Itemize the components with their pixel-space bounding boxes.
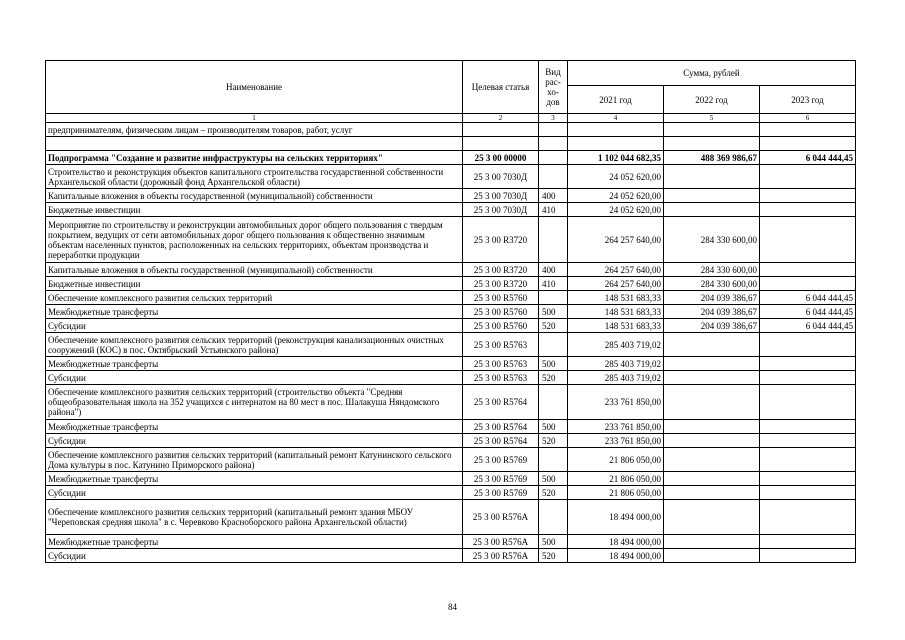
table-row <box>46 319 856 333</box>
row-expense-type <box>539 151 568 165</box>
row-sum-2021: 264 257 640,00 <box>568 263 664 277</box>
row-expense-type <box>539 448 568 472</box>
row-sum-2023 <box>760 203 856 217</box>
row-sum-2023 <box>760 189 856 203</box>
row-sum-2021: 24 052 620,00 <box>568 189 664 203</box>
row-name: Межбюджетные трансферты <box>46 535 463 549</box>
row-expense-type <box>539 137 568 151</box>
row-sum-2021: 285 403 719,02 <box>568 371 664 385</box>
row-expense-type: 410 <box>539 203 568 217</box>
row-sum-2022: 284 330 600,00 <box>664 263 760 277</box>
table-row <box>46 123 856 137</box>
row-name: Субсидии <box>46 486 463 500</box>
row-sum-2022 <box>664 472 760 486</box>
row-sum-2023 <box>760 385 856 420</box>
row-name: Капитальные вложения в объекты государственной (муниципальной) собственности <box>46 263 463 277</box>
table-body <box>46 123 856 563</box>
column-number: 4 <box>568 114 664 123</box>
header-expense-type: Вид рас-хо-дов <box>539 61 568 114</box>
table-row <box>46 385 856 420</box>
row-sum-2022 <box>664 535 760 549</box>
header-year-2021: 2021 год <box>568 86 664 114</box>
row-name: предпринимателям, физическим лицам – производителям товаров, работ, услуг <box>46 123 463 137</box>
row-sum-2023 <box>760 165 856 189</box>
row-name: Межбюджетные трансферты <box>46 472 463 486</box>
row-sum-2021: 233 761 850,00 <box>568 385 664 420</box>
row-expense-type: 520 <box>539 549 568 563</box>
row-expense-type: 520 <box>539 371 568 385</box>
row-sum-2023 <box>760 371 856 385</box>
row-expense-type: 400 <box>539 189 568 203</box>
row-expense-type: 500 <box>539 420 568 434</box>
row-target-article: 25 3 00 R3720 <box>463 277 539 291</box>
row-sum-2023: 6 044 444,45 <box>760 305 856 319</box>
row-sum-2022 <box>664 137 760 151</box>
row-target-article: 25 3 00 7030Д <box>463 203 539 217</box>
column-number: 6 <box>760 114 856 123</box>
row-sum-2022 <box>664 203 760 217</box>
row-target-article: 25 3 00 R3720 <box>463 217 539 263</box>
header-name: Наименование <box>46 61 463 114</box>
row-sum-2023: 6 044 444,45 <box>760 319 856 333</box>
row-name: Обеспечение комплексного развития сельских территорий (капитальный ремонт здания МБОУ "Череповская средняя школа" в с. Черевково Красноборского района Архангельской области) <box>46 500 463 535</box>
row-sum-2023 <box>760 357 856 371</box>
row-sum-2021: 18 494 000,00 <box>568 535 664 549</box>
row-sum-2021: 148 531 683,33 <box>568 319 664 333</box>
table-row <box>46 357 856 371</box>
table-row <box>46 263 856 277</box>
row-name: Межбюджетные трансферты <box>46 305 463 319</box>
table-row <box>46 371 856 385</box>
row-name: Подпрограмма "Создание и развитие инфраструктуры на сельских территориях" <box>46 151 463 165</box>
row-sum-2022: 284 330 600,00 <box>664 217 760 263</box>
table-row <box>46 448 856 472</box>
row-sum-2021: 18 494 000,00 <box>568 549 664 563</box>
row-sum-2022 <box>664 357 760 371</box>
row-sum-2021: 21 806 050,00 <box>568 486 664 500</box>
row-sum-2022 <box>664 420 760 434</box>
row-sum-2023 <box>760 486 856 500</box>
row-sum-2022 <box>664 123 760 137</box>
row-expense-type <box>539 500 568 535</box>
row-target-article: 25 3 00 R576A <box>463 535 539 549</box>
table-row <box>46 500 856 535</box>
row-expense-type: 410 <box>539 277 568 291</box>
row-name: Строительство и реконструкция объектов капитального строительства государственной собственности Архангельской области (дорожный фонд Архангельской области) <box>46 165 463 189</box>
row-sum-2021: 233 761 850,00 <box>568 420 664 434</box>
row-sum-2022 <box>664 333 760 357</box>
row-sum-2023: 6 044 444,45 <box>760 151 856 165</box>
row-sum-2023 <box>760 472 856 486</box>
table-row <box>46 165 856 189</box>
row-sum-2021: 18 494 000,00 <box>568 500 664 535</box>
row-target-article: 25 3 00 R5760 <box>463 305 539 319</box>
header-year-2023: 2023 год <box>760 86 856 114</box>
row-name: Мероприятие по строительству и реконструкции автомобильных дорог общего пользования с твердым покрытием, ведущих от сети автомобильных дорог общего пользования к общественно значимым объектам населенных пунктов, расположенных на сельских территориях, объектам производства и переработки продукции <box>46 217 463 263</box>
budget-table-sheet <box>45 60 855 563</box>
row-sum-2021: 264 257 640,00 <box>568 217 664 263</box>
row-sum-2021: 1 102 044 682,35 <box>568 151 664 165</box>
column-number: 3 <box>539 114 568 123</box>
row-target-article: 25 3 00 R576A <box>463 549 539 563</box>
row-name: Субсидии <box>46 371 463 385</box>
column-number: 2 <box>463 114 539 123</box>
row-target-article: 25 3 00 R5764 <box>463 434 539 448</box>
row-expense-type: 500 <box>539 357 568 371</box>
row-target-article: 25 3 00 R5769 <box>463 472 539 486</box>
row-target-article: 25 3 00 R576A <box>463 500 539 535</box>
row-expense-type <box>539 165 568 189</box>
row-name: Субсидии <box>46 434 463 448</box>
row-expense-type <box>539 123 568 137</box>
row-name: Субсидии <box>46 549 463 563</box>
row-sum-2021: 24 052 620,00 <box>568 165 664 189</box>
row-name: Субсидии <box>46 319 463 333</box>
table-row <box>46 535 856 549</box>
row-sum-2021 <box>568 123 664 137</box>
row-target-article <box>463 137 539 151</box>
header-target-article: Целевая статья <box>463 61 539 114</box>
row-sum-2023 <box>760 217 856 263</box>
row-name: Капитальные вложения в объекты государственной (муниципальной) собственности <box>46 189 463 203</box>
row-expense-type: 520 <box>539 319 568 333</box>
row-name <box>46 137 463 151</box>
row-expense-type <box>539 333 568 357</box>
row-sum-2021: 24 052 620,00 <box>568 203 664 217</box>
row-sum-2022 <box>664 500 760 535</box>
row-sum-2022 <box>664 371 760 385</box>
row-target-article: 25 3 00 R5764 <box>463 385 539 420</box>
row-sum-2023 <box>760 434 856 448</box>
row-target-article: 25 3 00 R5763 <box>463 371 539 385</box>
row-expense-type <box>539 385 568 420</box>
row-name: Обеспечение комплексного развития сельских территорий <box>46 291 463 305</box>
row-sum-2021: 233 761 850,00 <box>568 434 664 448</box>
row-sum-2022 <box>664 189 760 203</box>
row-sum-2021: 264 257 640,00 <box>568 277 664 291</box>
row-target-article: 25 3 00 R3720 <box>463 263 539 277</box>
row-target-article: 25 3 00 R5760 <box>463 319 539 333</box>
row-name: Бюджетные инвестиции <box>46 277 463 291</box>
row-sum-2023 <box>760 420 856 434</box>
table-row <box>46 549 856 563</box>
row-sum-2023 <box>760 277 856 291</box>
row-name: Бюджетные инвестиции <box>46 203 463 217</box>
row-sum-2023 <box>760 549 856 563</box>
row-sum-2022 <box>664 549 760 563</box>
header-year-2022: 2022 год <box>664 86 760 114</box>
row-name: Межбюджетные трансферты <box>46 420 463 434</box>
row-expense-type: 520 <box>539 486 568 500</box>
table-row <box>46 137 856 151</box>
row-sum-2022 <box>664 165 760 189</box>
row-target-article: 25 3 00 R5760 <box>463 291 539 305</box>
row-name: Обеспечение комплексного развития сельских территорий (строительство объекта "Средняя общеобразовательная школа на 352 учащихся с интернатом на 80 мест в пос. Шалакуша Няндомского района") <box>46 385 463 420</box>
row-expense-type <box>539 291 568 305</box>
column-number-row <box>46 114 856 123</box>
row-sum-2021: 21 806 050,00 <box>568 448 664 472</box>
header-sum: Сумма, рублей <box>568 61 856 86</box>
row-sum-2021 <box>568 137 664 151</box>
row-sum-2023 <box>760 123 856 137</box>
row-sum-2022: 204 039 386,67 <box>664 305 760 319</box>
row-expense-type <box>539 217 568 263</box>
row-name: Обеспечение комплексного развития сельских территорий (реконструкция канализационных очистных сооружений (КОС) в пос. Октябрьский Устьянского района) <box>46 333 463 357</box>
row-expense-type: 400 <box>539 263 568 277</box>
row-sum-2022: 204 039 386,67 <box>664 291 760 305</box>
table-row <box>46 434 856 448</box>
row-target-article: 25 3 00 R5769 <box>463 486 539 500</box>
row-sum-2021: 285 403 719,02 <box>568 357 664 371</box>
row-sum-2022 <box>664 385 760 420</box>
row-target-article: 25 3 00 R5763 <box>463 357 539 371</box>
row-sum-2023 <box>760 500 856 535</box>
row-target-article <box>463 123 539 137</box>
row-sum-2022: 488 369 986,67 <box>664 151 760 165</box>
table-row <box>46 333 856 357</box>
row-name: Обеспечение комплексного развития сельских территорий (капитальный ремонт Катунинского сельского Дома культуры в пос. Катунино Приморского района) <box>46 448 463 472</box>
row-target-article: 25 3 00 R5769 <box>463 448 539 472</box>
row-sum-2023 <box>760 263 856 277</box>
table-row <box>46 420 856 434</box>
row-name: Межбюджетные трансферты <box>46 357 463 371</box>
table-row <box>46 291 856 305</box>
table-row <box>46 217 856 263</box>
row-sum-2023 <box>760 333 856 357</box>
row-expense-type: 520 <box>539 434 568 448</box>
row-sum-2022 <box>664 448 760 472</box>
table-row <box>46 277 856 291</box>
table-row <box>46 486 856 500</box>
row-target-article: 25 3 00 R5763 <box>463 333 539 357</box>
row-sum-2021: 21 806 050,00 <box>568 472 664 486</box>
row-sum-2021: 148 531 683,33 <box>568 305 664 319</box>
row-target-article: 25 3 00 7030Д <box>463 189 539 203</box>
column-number: 5 <box>664 114 760 123</box>
row-sum-2022: 284 330 600,00 <box>664 277 760 291</box>
row-sum-2021: 285 403 719,02 <box>568 333 664 357</box>
table-row <box>46 189 856 203</box>
table-row <box>46 472 856 486</box>
row-sum-2023 <box>760 448 856 472</box>
page-number: 84 <box>448 602 457 612</box>
table-row <box>46 305 856 319</box>
table-row <box>46 151 856 165</box>
row-sum-2022 <box>664 486 760 500</box>
row-target-article: 25 3 00 R5764 <box>463 420 539 434</box>
column-number: 1 <box>46 114 463 123</box>
row-target-article: 25 3 00 00000 <box>463 151 539 165</box>
row-sum-2022 <box>664 434 760 448</box>
row-expense-type: 500 <box>539 305 568 319</box>
row-target-article: 25 3 00 7030Д <box>463 165 539 189</box>
row-sum-2023: 6 044 444,45 <box>760 291 856 305</box>
row-sum-2023 <box>760 137 856 151</box>
row-expense-type: 500 <box>539 472 568 486</box>
table-row <box>46 203 856 217</box>
budget-table <box>45 60 856 563</box>
row-sum-2022: 204 039 386,67 <box>664 319 760 333</box>
row-sum-2023 <box>760 535 856 549</box>
row-sum-2021: 148 531 683,33 <box>568 291 664 305</box>
row-expense-type: 500 <box>539 535 568 549</box>
